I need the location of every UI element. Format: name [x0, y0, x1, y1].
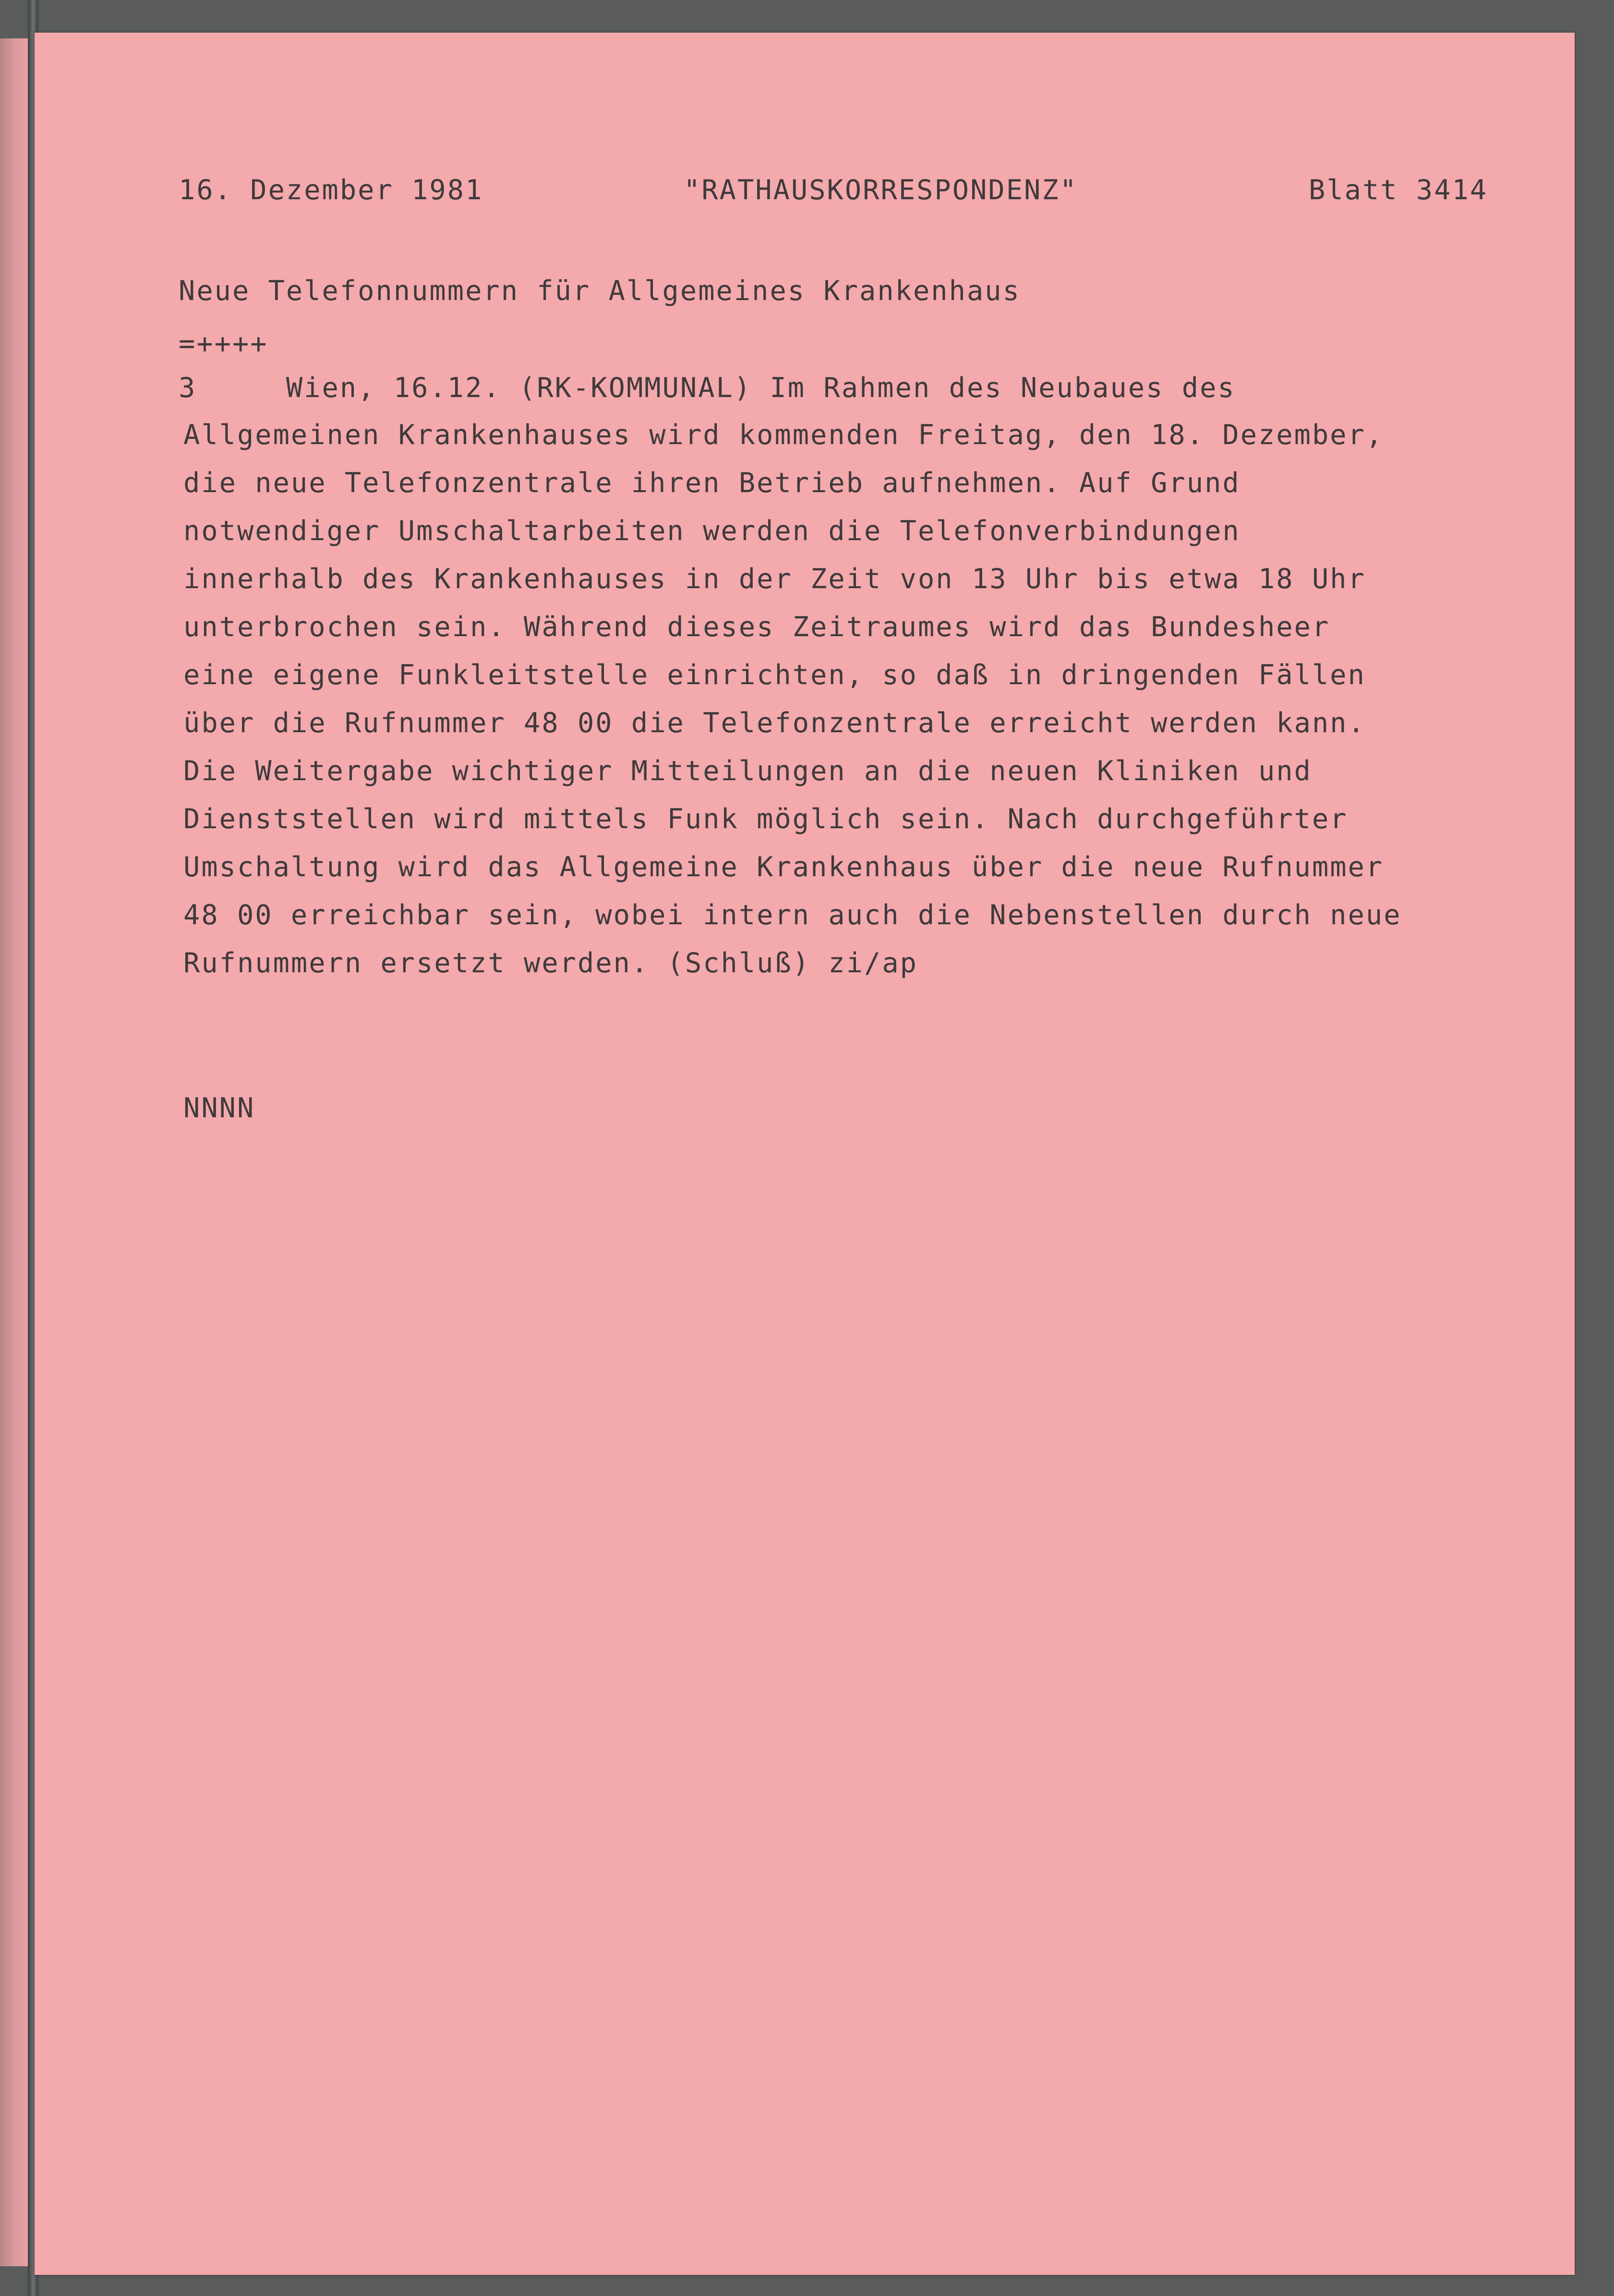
- body-line: unterbrochen sein. Während dieses Zeitraumes wird das Bundesheer: [183, 611, 1330, 643]
- body-line: Umschaltung wird das Allgemeine Krankenhaus über die neue Rufnummer: [183, 851, 1384, 883]
- body-line: eine eigene Funkleitstelle einrichten, so daß in dringenden Fällen: [183, 659, 1366, 691]
- body-line: 48 00 erreichbar sein, wobei intern auch die Nebenstellen durch neue: [183, 899, 1402, 931]
- body-line: innerhalb des Krankenhauses in der Zeit von 13 Uhr bis etwa 18 Uhr: [183, 563, 1366, 595]
- body-line: Die Weitergabe wichtiger Mitteilungen an die neuen Kliniken und: [183, 755, 1312, 787]
- lead-number: 3: [179, 372, 197, 404]
- end-mark: NNNN: [183, 1092, 255, 1124]
- document-page: [35, 33, 1575, 2275]
- article-body: [183, 411, 1402, 987]
- body-line: die neue Telefonzentrale ihren Betrieb aufnehmen. Auf Grund: [183, 467, 1241, 499]
- article-lead-line: [179, 364, 1236, 412]
- body-line: Dienststellen wird mittels Funk möglich sein. Nach durchgeführter: [183, 803, 1348, 835]
- article-headline: Neue Telefonnummern für Allgemeines Krankenhaus: [179, 275, 1021, 307]
- body-line: über die Rufnummer 48 00 die Telefonzentrale erreicht werden kann.: [183, 707, 1366, 739]
- body-line: notwendiger Umschaltarbeiten werden die Telefonverbindungen: [183, 515, 1241, 547]
- lead-text: Wien, 16.12. (RK-KOMMUNAL) Im Rahmen des Neubaues des: [286, 372, 1236, 404]
- body-line: Allgemeinen Krankenhauses wird kommenden Freitag, den 18. Dezember,: [183, 419, 1384, 451]
- body-line: Rufnummern ersetzt werden. (Schluß) zi/ap: [183, 947, 918, 979]
- header-date: 16. Dezember 1981: [179, 174, 483, 206]
- header-sheet-number: Blatt 3414: [1309, 174, 1488, 206]
- header-publication: "RATHAUSKORRESPONDENZ": [684, 174, 1078, 206]
- article-marker: =++++: [179, 328, 268, 360]
